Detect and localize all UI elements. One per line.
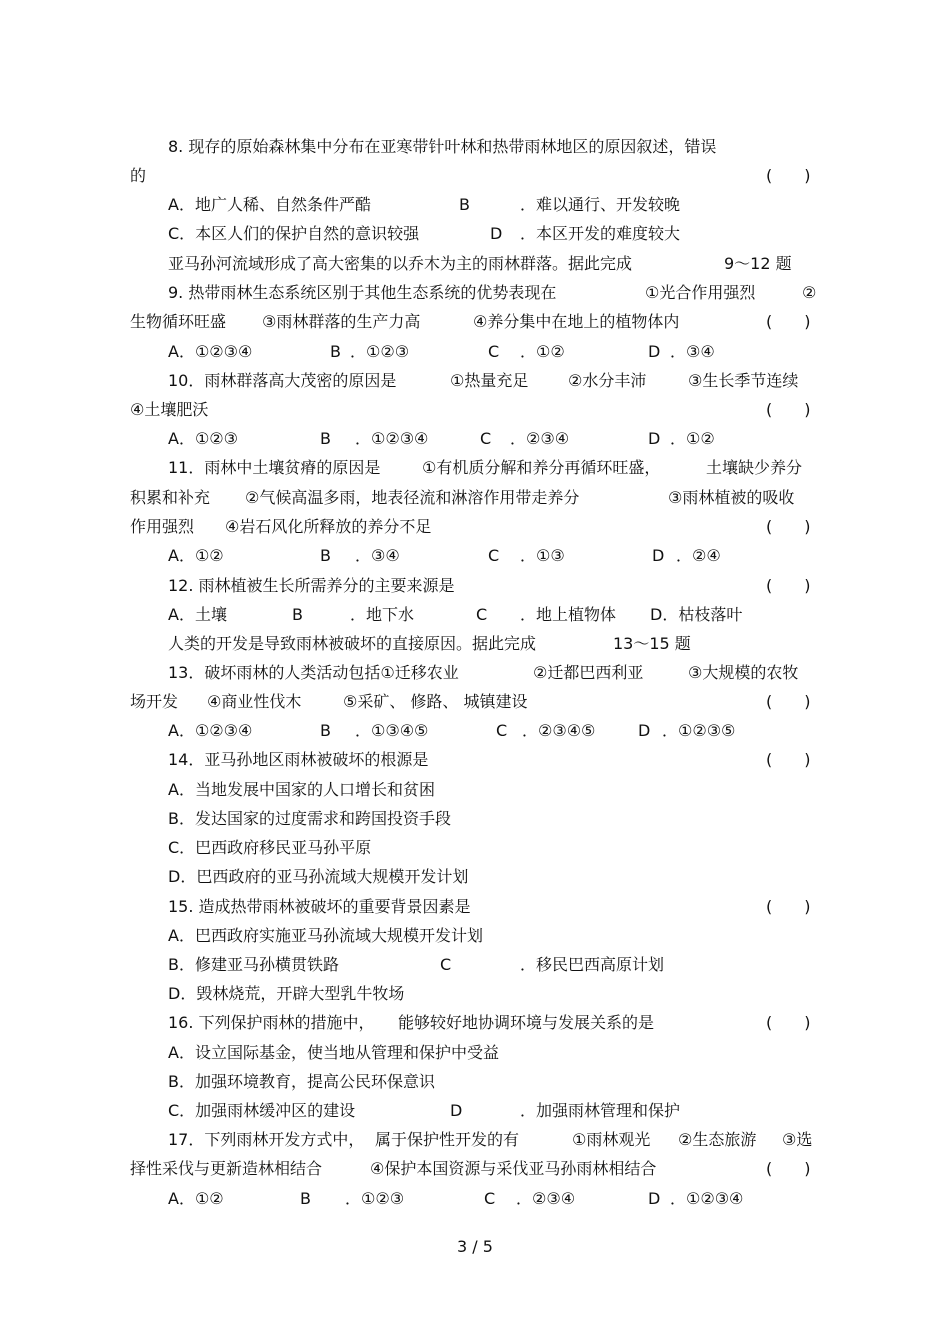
option-a: A．①②③④: [168, 342, 253, 361]
question-17-options: A．①② B ．①②③ C ．②③④ D ．①②③④: [0, 1186, 950, 1212]
option-c: C: [496, 721, 508, 740]
option-d: D: [648, 429, 661, 448]
question-8-options-cd: C．本区人们的保护自然的意识较强 D ．本区开发的难度较大: [0, 221, 950, 247]
section-intro-9-12: 亚马孙河流域形成了高大密集的以乔木为主的雨林群落。据此完成 9～12 题: [168, 254, 792, 273]
answer-paren: ( ): [766, 897, 811, 916]
question-15-stem: 15. 造成热带雨林被破坏的重要背景因素是 ( ): [0, 894, 950, 920]
question-13-stem: 13．破坏雨林的人类活动包括①迁移农业 ②迁都巴西利亚 ③大规模的农牧: [168, 663, 799, 682]
option-c: C．本区人们的保护自然的意识较强: [168, 224, 420, 243]
option-b: B: [320, 546, 331, 565]
question-16-stem: 16. 下列保护雨林的措施中， 能够较好地协调环境与发展关系的是 ( ): [0, 1010, 950, 1036]
question-9-stem: 9. 热带雨林生态系统区别于其他生态系统的优势表现在 ①光合作用强烈 ②: [168, 283, 817, 302]
answer-paren: ( ): [766, 1013, 811, 1032]
question-10-cont: ④土壤肥沃 ( ): [0, 397, 950, 423]
question-16-option-a: A．设立国际基金，使当地从管理和保护中受益: [168, 1043, 499, 1062]
option-c: C: [476, 605, 488, 624]
option-d: D: [648, 1189, 661, 1208]
option-a: A．①②: [168, 1189, 224, 1208]
answer-paren: ( ): [766, 692, 811, 711]
question-13-options: A．①②③④ B ．①③④⑤ C ．②③④⑤ D ．①②③⑤: [0, 718, 950, 744]
option-a: A．①②③: [168, 429, 238, 448]
option-d: D: [652, 546, 665, 565]
question-14-stem: 14．亚马孙地区雨林被破坏的根源是 ( ): [0, 747, 950, 773]
option-b: B: [300, 1189, 311, 1208]
option-d: D: [638, 721, 651, 740]
question-14-option-a: A．当地发展中国家的人口增长和贫困: [168, 780, 435, 799]
question-8-cont: 的 ( ): [0, 163, 950, 189]
question-11-options: A．①② B ．③④ C ．①③ D ．②④: [0, 543, 950, 569]
question-11-cont2: 作用强烈 ④岩石风化所释放的养分不足 ( ): [0, 514, 950, 540]
answer-paren: ( ): [766, 576, 811, 595]
answer-paren: ( ): [766, 1159, 811, 1178]
question-13-cont: 场开发 ④商业性伐木 ⑤采矿、 修路、 城镇建设 ( ): [0, 689, 950, 715]
question-10-stem: 10．雨林群落高大茂密的原因是 ①热量充足 ②水分丰沛 ③生长季节连续: [168, 371, 799, 390]
answer-paren: ( ): [766, 517, 811, 536]
answer-paren: ( ): [766, 400, 811, 419]
question-16-options-cd: C．加强雨林缓冲区的建设 D ．加强雨林管理和保护: [0, 1098, 950, 1124]
option-d: D．枯枝落叶: [650, 605, 743, 624]
answer-paren: ( ): [766, 750, 811, 769]
option-c: C: [480, 429, 492, 448]
question-15-options-bc: B．修建亚马孙横贯铁路 C ．移民巴西高原计划: [0, 952, 950, 978]
option-c: C: [488, 342, 500, 361]
option-b: B．修建亚马孙横贯铁路: [168, 955, 339, 974]
option-c: C．加强雨林缓冲区的建设: [168, 1101, 356, 1120]
option-a: A．地广人稀、自然条件严酷: [168, 195, 371, 214]
question-12-stem: 12. 雨林植被生长所需养分的主要来源是 ( ): [0, 573, 950, 599]
option-d: D: [450, 1101, 463, 1120]
option-a: A．①②③④: [168, 721, 253, 740]
question-11-cont1: 积累和补充 ②气候高温多雨，地表径流和淋溶作用带走养分 ③雨林植被的吸收: [130, 488, 795, 507]
question-11-stem: 11．雨林中土壤贫瘠的原因是 ①有机质分解和养分再循环旺盛， 土壤缺少养分: [168, 458, 803, 477]
question-15-option-a: A．巴西政府实施亚马孙流域大规模开发计划: [168, 926, 483, 945]
question-10-options: A．①②③ B ．①②③④ C ．②③④ D ．①②: [0, 426, 950, 452]
answer-paren: ( ): [766, 166, 811, 185]
option-c: C: [488, 546, 500, 565]
question-9-options: A．①②③④ B ．①②③ C ．①② D ．③④: [0, 339, 950, 365]
question-12-options: A．土壤 B ．地下水 C ．地上植物体 D．枯枝落叶: [0, 602, 950, 628]
question-17-cont: 择性采伐与更新造林相结合 ④保护本国资源与采伐亚马孙雨林相结合 ( ): [0, 1156, 950, 1182]
option-c: C: [440, 955, 452, 974]
question-9-cont: 生物循环旺盛 ③雨林群落的生产力高 ④养分集中在地上的植物体内 ( ): [0, 309, 950, 335]
question-16-option-b: B．加强环境教育，提高公民环保意识: [168, 1072, 435, 1091]
option-c: C: [484, 1189, 496, 1208]
answer-paren: ( ): [766, 312, 811, 331]
option-d: D: [490, 224, 503, 243]
option-b: B: [320, 429, 331, 448]
question-17-stem: 17．下列雨林开发方式中， 属于保护性开发的有 ①雨林观光 ②生态旅游 ③选: [168, 1130, 813, 1149]
question-8-stem: 8. 现存的原始森林集中分布在亚寒带针叶林和热带雨林地区的原因叙述，错误: [168, 137, 717, 156]
question-14-option-d: D．巴西政府的亚马孙流域大规模开发计划: [168, 867, 469, 886]
option-a: A．①②: [168, 546, 224, 565]
section-intro-13-15: 人类的开发是导致雨林被破坏的直接原因。据此完成 13～15 题: [168, 634, 691, 653]
option-b: B: [330, 342, 341, 361]
question-14-option-b: B．发达国家的过度需求和跨国投资手段: [168, 809, 451, 828]
question-15-option-d: D．毁林烧荒，开辟大型乳牛牧场: [168, 984, 405, 1003]
page-number: 3 / 5: [457, 1237, 493, 1256]
option-b: B: [292, 605, 303, 624]
option-b: B: [459, 195, 470, 214]
option-b: B: [320, 721, 331, 740]
question-14-option-c: C．巴西政府移民亚马孙平原: [168, 838, 372, 857]
option-a: A．土壤: [168, 605, 227, 624]
option-d: D: [648, 342, 661, 361]
question-8-options-ab: A．地广人稀、自然条件严酷 B ．难以通行、开发较晚: [0, 192, 950, 218]
